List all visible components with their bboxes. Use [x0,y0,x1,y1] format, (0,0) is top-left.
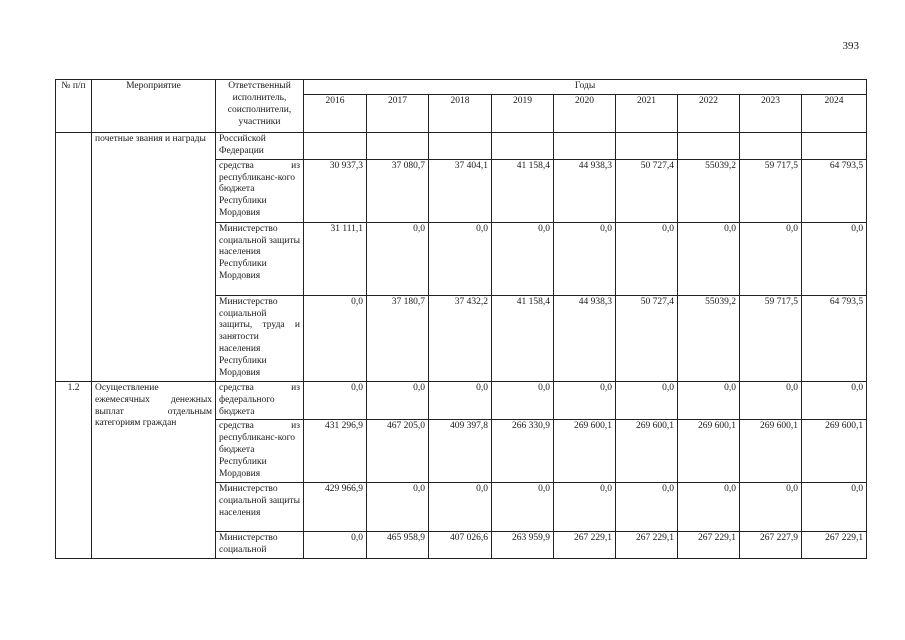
table-header [56,80,867,133]
value-cell: 0,0 [802,482,867,531]
table-body [56,132,867,558]
value-cell: 41 158,4 [492,159,554,222]
value-cell: 64 793,5 [802,159,867,222]
value-cell: 0,0 [678,381,740,420]
header-year: 2017 [367,94,429,132]
row-number: 1.2 [56,381,92,558]
value-cell: 44 938,3 [554,159,616,222]
value-cell: 0,0 [802,222,867,295]
value-cell: 263 959,9 [492,531,554,558]
value-cell: 269 600,1 [740,420,802,482]
value-cell: 0,0 [616,222,678,295]
value-cell [802,132,867,159]
header-years: Годы [304,80,867,95]
value-cell: 55039,2 [678,295,740,381]
executor-cell: Министерство социальной [216,531,304,558]
value-cell [740,132,802,159]
executor-cell: средства из республиканс-кого бюджета Республики Мордовия [216,159,304,222]
header-year: 2021 [616,94,678,132]
value-cell: 467 205,0 [367,420,429,482]
header-num: № п/п [56,80,92,133]
executor-cell: средства из федерального бюджета [216,381,304,420]
header-event: Мероприятие [92,80,216,133]
value-cell: 269 600,1 [554,420,616,482]
value-cell: 267 229,1 [802,531,867,558]
value-cell: 50 727,4 [616,295,678,381]
value-cell: 429 966,9 [304,482,367,531]
value-cell: 431 296,9 [304,420,367,482]
table-row [56,132,867,159]
value-cell: 0,0 [367,381,429,420]
value-cell [554,132,616,159]
value-cell: 269 600,1 [678,420,740,482]
value-cell: 0,0 [304,381,367,420]
event-name: почетные звания и награды [92,132,216,381]
value-cell: 465 958,9 [367,531,429,558]
value-cell: 409 397,8 [429,420,492,482]
value-cell: 0,0 [740,482,802,531]
value-cell [616,132,678,159]
executor-cell: Министерство социальной защиты, труда и занятости населения Республики Мордовия [216,295,304,381]
value-cell: 269 600,1 [616,420,678,482]
value-cell: 50 727,4 [616,159,678,222]
header-year: 2016 [304,94,367,132]
value-cell: 44 938,3 [554,295,616,381]
value-cell: 31 111,1 [304,222,367,295]
value-cell: 407 026,6 [429,531,492,558]
value-cell: 37 404,1 [429,159,492,222]
value-cell: 0,0 [429,381,492,420]
row-number [56,132,92,381]
value-cell: 0,0 [554,222,616,295]
value-cell [304,132,367,159]
value-cell: 0,0 [304,531,367,558]
value-cell: 59 717,5 [740,295,802,381]
table-row [56,381,867,420]
value-cell: 0,0 [616,381,678,420]
value-cell: 0,0 [554,482,616,531]
header-year: 2023 [740,94,802,132]
header-year: 2024 [802,94,867,132]
value-cell: 0,0 [678,482,740,531]
value-cell: 0,0 [740,381,802,420]
executor-cell: Российской Федерации [216,132,304,159]
value-cell: 55039,2 [678,159,740,222]
value-cell: 267 227,9 [740,531,802,558]
value-cell: 0,0 [740,222,802,295]
header-executor: Ответственный исполнитель, соисполнители, участники [216,80,304,133]
header-year: 2022 [678,94,740,132]
value-cell: 37 180,7 [367,295,429,381]
value-cell: 267 229,1 [554,531,616,558]
value-cell [492,132,554,159]
executor-cell: Министерство социальной защиты населения [216,482,304,531]
value-cell: 267 229,1 [678,531,740,558]
value-cell: 64 793,5 [802,295,867,381]
value-cell: 269 600,1 [802,420,867,482]
value-cell [367,132,429,159]
value-cell: 0,0 [554,381,616,420]
value-cell: 0,0 [678,222,740,295]
header-year: 2019 [492,94,554,132]
value-cell [678,132,740,159]
executor-cell: Министерство социальной защиты населения Республики Мордовия [216,222,304,295]
budget-table [55,79,867,559]
value-cell: 41 158,4 [492,295,554,381]
event-name: Осуществление ежемесячных денежных выплат отдельным категориям граждан [92,381,216,558]
value-cell: 0,0 [429,222,492,295]
value-cell: 0,0 [367,482,429,531]
value-cell: 59 717,5 [740,159,802,222]
value-cell: 0,0 [492,222,554,295]
executor-cell: средства из республиканс-кого бюджета Республики Мордовия [216,420,304,482]
value-cell: 30 937,3 [304,159,367,222]
value-cell: 0,0 [429,482,492,531]
value-cell: 0,0 [367,222,429,295]
value-cell: 0,0 [616,482,678,531]
page-number: 393 [842,40,859,52]
value-cell [429,132,492,159]
header-year: 2020 [554,94,616,132]
value-cell: 0,0 [304,295,367,381]
value-cell: 266 330,9 [492,420,554,482]
value-cell: 0,0 [492,482,554,531]
value-cell: 267 229,1 [616,531,678,558]
value-cell: 37 432,2 [429,295,492,381]
value-cell: 0,0 [492,381,554,420]
value-cell: 37 080,7 [367,159,429,222]
header-year: 2018 [429,94,492,132]
value-cell: 0,0 [802,381,867,420]
